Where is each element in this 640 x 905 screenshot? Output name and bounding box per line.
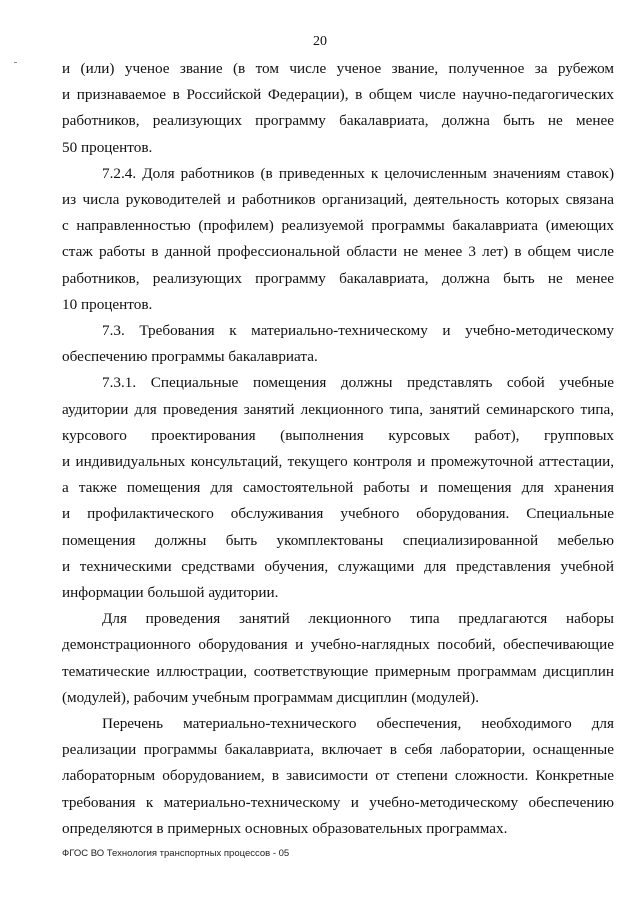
text-line: лабораторным оборудованием, в зависимости от степени сложности. Конкретные	[62, 767, 614, 785]
text-line: курсового проектирования (выполнения курсовых работ), групповых	[62, 426, 614, 444]
text-line: аудитории для проведения занятий лекционного типа, занятий семинарского типа,	[62, 400, 614, 418]
text-line: и профилактического обслуживания учебного оборудования. Специальные	[62, 505, 614, 523]
text-line: 7.3.1. Специальные помещения должны представлять собой учебные	[102, 374, 614, 392]
text-line: информации большой аудитории.	[62, 584, 279, 602]
text-line: 50 процентов.	[62, 138, 153, 156]
text-line: 7.3. Требования к материально-техническому и учебно-методическому	[102, 322, 614, 340]
text-line: 10 процентов.	[62, 295, 153, 313]
text-line: тематические иллюстрации, соответствующие примерным программам дисциплин	[62, 662, 614, 680]
text-line: из числа руководителей и работников организаций, деятельность которых связана	[62, 191, 614, 209]
text-line: работников, реализующих программу бакалавриата, должна быть не менее	[62, 112, 614, 130]
text-line: и индивидуальных консультаций, текущего контроля и промежуточной аттестации,	[62, 453, 614, 471]
text-line: обеспечению программы бакалавриата.	[62, 348, 318, 366]
text-line: демонстрационного оборудования и учебно-наглядных пособий, обеспечивающие	[62, 636, 614, 654]
text-line: реализации программы бакалавриата, включает в себя лаборатории, оснащенные	[62, 741, 614, 759]
text-line: и (или) ученое звание (в том числе ученое звание, полученное за рубежом	[62, 60, 614, 77]
text-line: требования к материально-техническому и учебно-методическому обеспечению	[62, 793, 614, 811]
text-line: (модулей), рабочим учебным программам дисциплин (модулей).	[62, 688, 479, 706]
body-text	[62, 56, 614, 842]
text-line: Для проведения занятий лекционного типа предлагаются наборы	[102, 610, 614, 628]
text-line: определяются в примерных основных образовательных программах.	[62, 819, 508, 837]
text-line: работников, реализующих программу бакалавриата, должна быть не менее	[62, 269, 614, 287]
text-line: помещения должны быть укомплектованы специализированной мебелью	[62, 531, 614, 549]
margin-mark	[14, 62, 17, 63]
text-line: и техническими средствами обучения, служащими для представления учебной	[62, 557, 614, 575]
page-footer: ФГОС ВО Технология транспортных процессов - 05	[62, 848, 290, 859]
text-line: и признаваемое в Российской Федерации), в общем числе научно-педагогических	[62, 86, 614, 104]
text-line: а также помещения для самостоятельной работы и помещения для хранения	[62, 479, 614, 497]
text-line: стаж работы в данной профессиональной области не менее 3 лет) в общем числе	[62, 243, 614, 261]
text-line: 7.2.4. Доля работников (в приведенных к целочисленным значениям ставок)	[102, 164, 614, 182]
page-number: 20	[313, 34, 327, 49]
text-line: с направленностью (профилем) реализуемой программы бакалавриата (имеющих	[62, 217, 614, 235]
text-line: Перечень материально-технического обеспечения, необходимого для	[102, 715, 614, 733]
